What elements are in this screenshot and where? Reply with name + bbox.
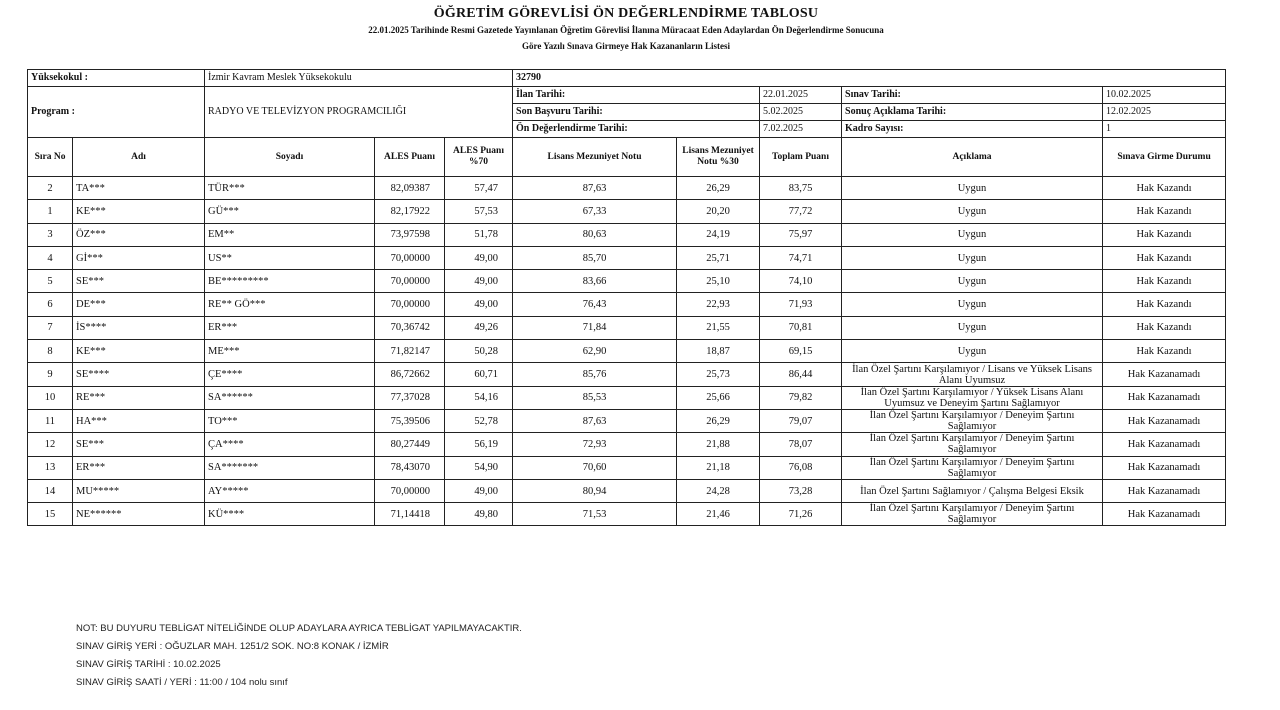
cell-lisans30: 21,55 [677,316,760,339]
cell-soyadi: ME*** [205,340,375,363]
col-ales: ALES Puanı [375,138,445,177]
sonuc-aciklama-label: Sonuç Açıklama Tarihi: [842,104,1103,121]
cell-lisans: 85,76 [513,363,677,386]
cell-durum: Hak Kazandı [1103,177,1226,200]
cell-toplam: 86,44 [760,363,842,386]
table-row [28,316,1226,339]
cell-ales70: 54,90 [445,456,513,479]
cell-sira-no: 1 [28,200,73,223]
candidate-rows [28,177,1226,526]
cell-lisans30: 25,10 [677,270,760,293]
cell-adi: İS**** [73,316,205,339]
cell-ales: 86,72662 [375,363,445,386]
cell-toplam: 76,08 [760,456,842,479]
cell-soyadi: ÇE**** [205,363,375,386]
cell-ales: 70,00000 [375,293,445,316]
page-subtitle-line2: Göre Yazılı Sınava Girmeye Hak Kazananların Listesi [522,41,730,51]
table-row [28,386,1226,409]
note-sinav-saati: SINAV GİRİŞ SAATİ / YERİ : 11:00 / 104 nolu sınıf [76,677,288,688]
cell-sira-no: 2 [28,177,73,200]
cell-soyadi: TO*** [205,409,375,432]
cell-aciklama: Uygun [842,316,1103,339]
cell-lisans: 87,63 [513,409,677,432]
cell-durum: Hak Kazanamadı [1103,456,1226,479]
cell-lisans: 71,53 [513,503,677,526]
school-value: İzmir Kavram Meslek Yüksekokulu [205,70,513,87]
cell-aciklama: Uygun [842,223,1103,246]
cell-toplam: 79,82 [760,386,842,409]
cell-ales70: 60,71 [445,363,513,386]
page-subtitle-line1: 22.01.2025 Tarihinde Resmi Gazetede Yayınlanan Öğretim Görevlisi İlanına Müracaat Eden Adaylardan Ön Değerlendirme Sonucuna [368,25,884,35]
cell-ales70: 57,53 [445,200,513,223]
cell-ales70: 49,00 [445,246,513,269]
cell-sira-no: 15 [28,503,73,526]
cell-soyadi: KÜ**** [205,503,375,526]
cell-ales70: 54,16 [445,386,513,409]
col-durum: Sınava Girme Durumu [1103,138,1226,177]
cell-sira-no: 7 [28,316,73,339]
cell-lisans: 67,33 [513,200,677,223]
cell-sira-no: 11 [28,409,73,432]
cell-lisans: 72,93 [513,433,677,456]
cell-sira-no: 3 [28,223,73,246]
table-row [28,363,1226,386]
cell-ales70: 50,28 [445,340,513,363]
cell-durum: Hak Kazandı [1103,316,1226,339]
program-label: Program : [28,87,205,138]
cell-lisans30: 20,20 [677,200,760,223]
cell-adi: ER*** [73,456,205,479]
table-row [28,479,1226,502]
cell-lisans30: 22,93 [677,293,760,316]
cell-lisans: 85,70 [513,246,677,269]
table-row [28,433,1226,456]
cell-ales70: 51,78 [445,223,513,246]
sinav-tarihi-label: Sınav Tarihi: [842,87,1103,104]
cell-sira-no: 5 [28,270,73,293]
table-row [28,246,1226,269]
cell-ales: 75,39506 [375,409,445,432]
cell-lisans30: 21,18 [677,456,760,479]
cell-lisans30: 25,73 [677,363,760,386]
col-lisans: Lisans Mezuniyet Notu [513,138,677,177]
cell-lisans: 87,63 [513,177,677,200]
cell-durum: Hak Kazanamadı [1103,479,1226,502]
cell-sira-no: 14 [28,479,73,502]
cell-ales70: 49,00 [445,270,513,293]
ilan-tarihi-label: İlan Tarihi: [513,87,760,104]
cell-lisans30: 24,28 [677,479,760,502]
cell-lisans30: 21,46 [677,503,760,526]
cell-adi: SE*** [73,270,205,293]
cell-toplam: 71,26 [760,503,842,526]
cell-adi: RE*** [73,386,205,409]
cell-soyadi: AY***** [205,479,375,502]
cell-lisans: 71,84 [513,316,677,339]
cell-ales70: 49,26 [445,316,513,339]
col-toplam: Toplam Puanı [760,138,842,177]
cell-ales: 71,14418 [375,503,445,526]
table-row [28,223,1226,246]
cell-adi: DE*** [73,293,205,316]
cell-adi: KE*** [73,340,205,363]
cell-aciklama: Uygun [842,293,1103,316]
cell-soyadi: GÜ*** [205,200,375,223]
col-lisans30: Lisans Mezuniyet Notu %30 [677,138,760,177]
cell-sira-no: 12 [28,433,73,456]
cell-toplam: 70,81 [760,316,842,339]
cell-durum: Hak Kazandı [1103,246,1226,269]
cell-aciklama: İlan Özel Şartını Karşılamıyor / Yüksek Lisans Alanı Uyumsuz ve Deneyim Şartını Sağlamıyor [842,386,1103,409]
cell-ales: 70,00000 [375,479,445,502]
cell-soyadi: TÜR*** [205,177,375,200]
cell-durum: Hak Kazandı [1103,340,1226,363]
kadro-sayisi-label: Kadro Sayısı: [842,121,1103,138]
cell-ales: 71,82147 [375,340,445,363]
cell-sira-no: 8 [28,340,73,363]
cell-ales: 80,27449 [375,433,445,456]
table-row [28,503,1226,526]
cell-lisans30: 25,71 [677,246,760,269]
notes-section [76,620,522,692]
cell-sira-no: 6 [28,293,73,316]
cell-adi: NE****** [73,503,205,526]
col-aciklama: Açıklama [842,138,1103,177]
cell-toplam: 77,72 [760,200,842,223]
cell-durum: Hak Kazandı [1103,200,1226,223]
cell-soyadi: US** [205,246,375,269]
cell-durum: Hak Kazandı [1103,293,1226,316]
col-ales70: ALES Puanı %70 [445,138,513,177]
cell-aciklama: İlan Özel Şartını Sağlamıyor / Çalışma Belgesi Eksik [842,479,1103,502]
cell-aciklama: İlan Özel Şartını Karşılamıyor / Lisans ve Yüksek Lisans Alanı Uyumsuz [842,363,1103,386]
table-row [28,293,1226,316]
cell-ales70: 49,00 [445,293,513,316]
cell-toplam: 73,28 [760,479,842,502]
cell-lisans: 85,53 [513,386,677,409]
cell-toplam: 74,10 [760,270,842,293]
cell-ales70: 49,80 [445,503,513,526]
cell-lisans: 76,43 [513,293,677,316]
cell-durum: Hak Kazanamadı [1103,409,1226,432]
table-row [28,200,1226,223]
cell-aciklama: Uygun [842,246,1103,269]
cell-durum: Hak Kazanamadı [1103,433,1226,456]
cell-lisans: 70,60 [513,456,677,479]
cell-adi: KE*** [73,200,205,223]
cell-toplam: 69,15 [760,340,842,363]
cell-ales70: 56,19 [445,433,513,456]
program-code: 32790 [513,70,1226,87]
cell-lisans: 80,63 [513,223,677,246]
on-degerlendirme-label: Ön Değerlendirme Tarihi: [513,121,760,138]
table-row [28,270,1226,293]
evaluation-table [27,69,1226,526]
cell-durum: Hak Kazanamadı [1103,386,1226,409]
cell-durum: Hak Kazanamadı [1103,363,1226,386]
cell-adi: TA*** [73,177,205,200]
cell-soyadi: BE********* [205,270,375,293]
cell-lisans: 83,66 [513,270,677,293]
cell-aciklama: Uygun [842,340,1103,363]
cell-soyadi: SA****** [205,386,375,409]
cell-lisans30: 18,87 [677,340,760,363]
sonuc-aciklama-value: 12.02.2025 [1103,104,1226,121]
cell-adi: MU***** [73,479,205,502]
cell-toplam: 78,07 [760,433,842,456]
cell-lisans: 62,90 [513,340,677,363]
cell-soyadi: RE** GÖ*** [205,293,375,316]
cell-toplam: 79,07 [760,409,842,432]
kadro-sayisi-value: 1 [1103,121,1226,138]
cell-soyadi: EM** [205,223,375,246]
col-sira-no: Sıra No [28,138,73,177]
note-sinav-tarihi: SINAV GİRİŞ TARİHİ : 10.02.2025 [76,659,221,670]
cell-sira-no: 9 [28,363,73,386]
cell-ales: 82,17922 [375,200,445,223]
son-basvuru-value: 5.02.2025 [760,104,842,121]
cell-durum: Hak Kazanamadı [1103,503,1226,526]
cell-aciklama: Uygun [842,200,1103,223]
column-header-row [28,138,1226,177]
cell-ales70: 52,78 [445,409,513,432]
cell-lisans: 80,94 [513,479,677,502]
page-title: ÖĞRETİM GÖREVLİSİ ÖN DEĞERLENDİRME TABLOSU [433,6,819,21]
cell-aciklama: İlan Özel Şartını Karşılamıyor / Deneyim Şartını Sağlamıyor [842,456,1103,479]
cell-soyadi: ER*** [205,316,375,339]
son-basvuru-label: Son Başvuru Tarihi: [513,104,760,121]
cell-aciklama: İlan Özel Şartını Karşılamıyor / Deneyim Şartını Sağlamıyor [842,409,1103,432]
cell-toplam: 83,75 [760,177,842,200]
note-sinav-yeri: SINAV GİRİŞ YERİ : OĞUZLAR MAH. 1251/2 SOK. NO:8 KONAK / İZMİR [76,641,389,652]
cell-lisans30: 24,19 [677,223,760,246]
cell-ales70: 49,00 [445,479,513,502]
cell-lisans30: 25,66 [677,386,760,409]
ilan-tarihi-value: 22.01.2025 [760,87,842,104]
cell-ales70: 57,47 [445,177,513,200]
col-adi: Adı [73,138,205,177]
cell-lisans30: 21,88 [677,433,760,456]
cell-toplam: 71,93 [760,293,842,316]
cell-lisans30: 26,29 [677,177,760,200]
cell-sira-no: 13 [28,456,73,479]
cell-soyadi: ÇA**** [205,433,375,456]
table-row [28,409,1226,432]
cell-adi: Gİ*** [73,246,205,269]
cell-ales: 70,00000 [375,246,445,269]
cell-soyadi: SA******* [205,456,375,479]
cell-ales: 70,36742 [375,316,445,339]
table-row [28,177,1226,200]
cell-lisans30: 26,29 [677,409,760,432]
cell-ales: 77,37028 [375,386,445,409]
note-tebligat: NOT: BU DUYURU TEBLİGAT NİTELİĞİNDE OLUP ADAYLARA AYRICA TEBLİGAT YAPILMAYACAKTIR. [76,623,522,634]
cell-durum: Hak Kazandı [1103,270,1226,293]
cell-adi: HA*** [73,409,205,432]
cell-sira-no: 4 [28,246,73,269]
cell-ales: 73,97598 [375,223,445,246]
cell-ales: 78,43070 [375,456,445,479]
cell-ales: 70,00000 [375,270,445,293]
cell-toplam: 75,97 [760,223,842,246]
sinav-tarihi-value: 10.02.2025 [1103,87,1226,104]
program-value: RADYO VE TELEVİZYON PROGRAMCILIĞI [205,87,513,138]
cell-adi: SE**** [73,363,205,386]
school-label: Yüksekokul : [28,70,205,87]
col-soyadi: Soyadı [205,138,375,177]
cell-ales: 82,09387 [375,177,445,200]
table-row [28,456,1226,479]
cell-aciklama: İlan Özel Şartını Karşılamıyor / Deneyim Şartını Sağlamıyor [842,503,1103,526]
cell-adi: SE*** [73,433,205,456]
cell-aciklama: Uygun [842,270,1103,293]
cell-durum: Hak Kazandı [1103,223,1226,246]
cell-aciklama: Uygun [842,177,1103,200]
table-row [28,340,1226,363]
cell-toplam: 74,71 [760,246,842,269]
cell-adi: ÖZ*** [73,223,205,246]
cell-sira-no: 10 [28,386,73,409]
on-degerlendirme-value: 7.02.2025 [760,121,842,138]
cell-aciklama: İlan Özel Şartını Karşılamıyor / Deneyim Şartını Sağlamıyor [842,433,1103,456]
